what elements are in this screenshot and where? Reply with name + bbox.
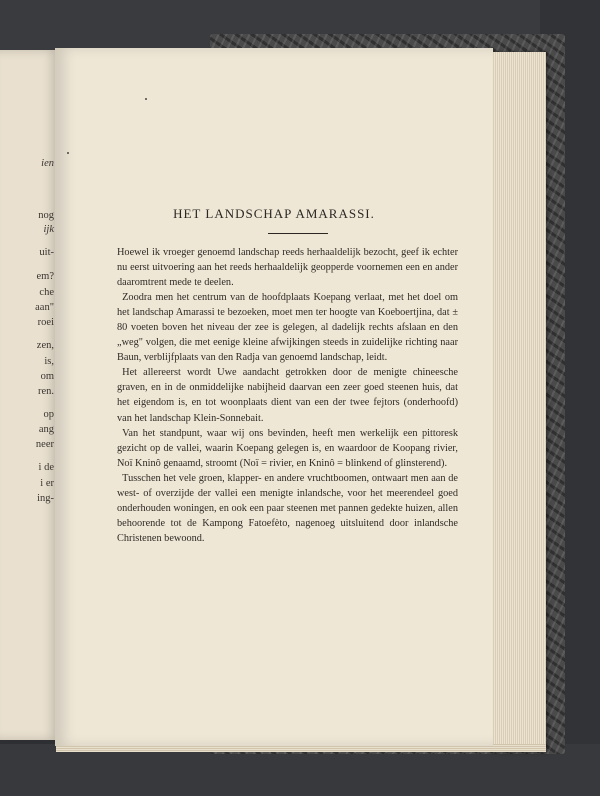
left-fragment: roei <box>37 317 54 328</box>
left-fragment: ijk <box>43 224 54 235</box>
paragraph: Tusschen het vele groen, klapper- en andere vruchtboomen, ontwaart men aan de west- of overzijde der vallei een menigte inlandsche, voor het meerendeel goed onderhouden woningen, en ook een paar steenen met pannen gedekte huizen, allen behoorende tot de Kampong Fatoefèto, nagenoeg uitsluitend door inlandsche Christenen bewoond. <box>117 472 458 544</box>
left-fragment: ing- <box>37 493 54 504</box>
page-body <box>117 245 458 546</box>
left-page <box>0 50 60 740</box>
left-fragment: i de <box>38 462 54 473</box>
left-fragment: i er <box>40 478 54 489</box>
left-fragment: ang <box>38 424 54 435</box>
left-fragment: uit- <box>39 247 54 258</box>
left-fragment: is, <box>44 356 54 367</box>
title-rule <box>268 233 328 234</box>
paragraph: Hoewel ik vroeger genoemd landschap reeds herhaaldelijk bezocht, geef ik echter nu eerst uitvoering aan het reeds herhaaldelijk geopperde voornemen een en ander daaromtrent mede te deelen. <box>117 247 458 289</box>
left-fragment: neer <box>35 439 54 450</box>
left-fragment: ren. <box>37 386 54 397</box>
left-fragment: nog <box>38 210 54 221</box>
left-fragment: zen, <box>36 340 54 351</box>
paragraph: Zoodra men het centrum van de hoofdplaats Koepang verlaat, met het doel om het landschap Amarassi te bezoeken, moet men ter hoogte van Koeboertjina, dat ± 80 voeten boven het niveau der zee is gelegen, al dadelijk rechts afslaan en den „weg" volgen, die met eenige kleine afwijkingen steeds in zuidelijke richting naar Baun, verblijfplaats van den Radja van genoemd landschap, leidt. <box>117 292 458 364</box>
page-stack-edge <box>488 52 546 752</box>
left-fragment: aan" <box>35 302 54 313</box>
paragraph: Van het standpunt, waar wij ons bevinden, heeft men werkelijk een pittoresk gezicht op de vallei, waarin Koepang gelegen is, en waardoor de Koopang rivier, Noï Kninô genaamd, stroomt (Noï = rivier, en Kninô = blinkend of glinsterend). <box>117 427 458 469</box>
print-speck <box>67 152 69 154</box>
left-fragment: ien <box>41 158 54 169</box>
left-fragment: em? <box>36 271 54 282</box>
left-fragment: op <box>43 409 54 420</box>
book-page <box>55 48 493 746</box>
left-fragment: om <box>40 371 54 382</box>
page-title: HET LANDSCHAP AMARASSI. <box>173 206 375 221</box>
print-speck <box>145 98 147 100</box>
paragraph: Het allereerst wordt Uwe aandacht getrokken door de menigte chineesche graven, en in de onmiddelijke nabijheid daarvan een zeer goed steenen huis, dat het eigendom is, en tot woonplaats dient van een der twee fejtors (onderhoofd) van het landschap Klein-Sonnebait. <box>117 367 458 424</box>
left-fragment: che <box>39 287 54 298</box>
